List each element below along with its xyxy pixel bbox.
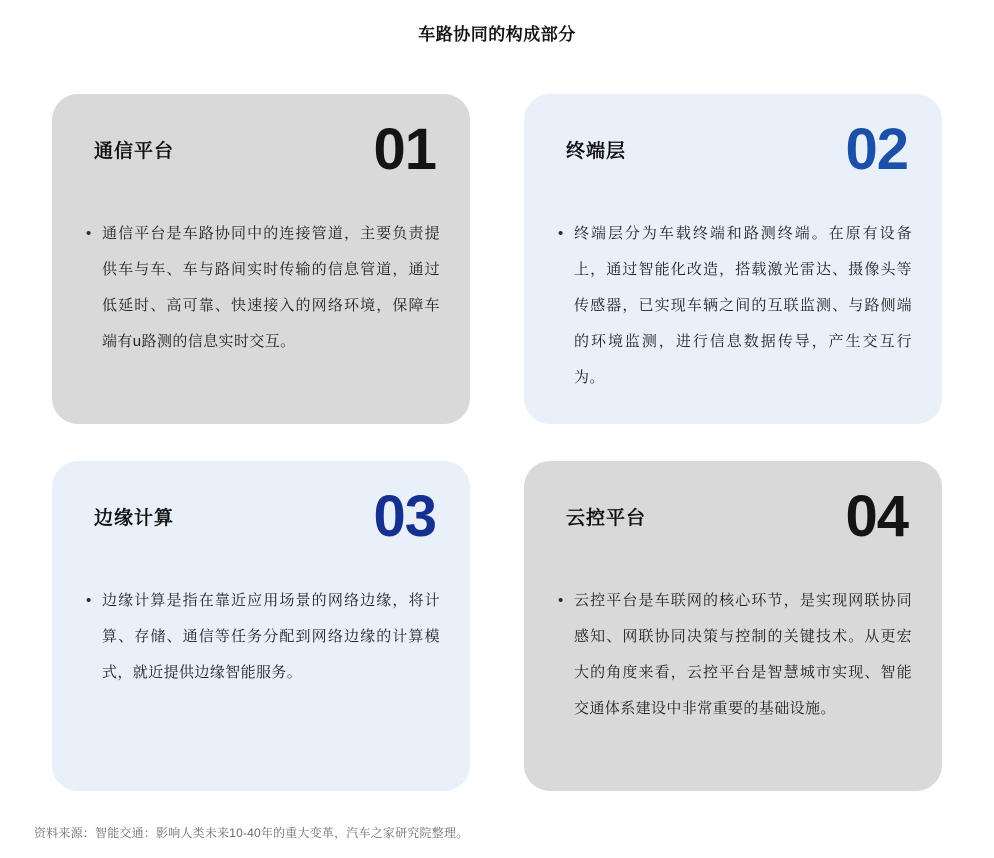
card-description: 终端层分为车载终端和路测终端。在原有设备上，通过智能化改造，搭载激光雷达、摄像头等传感器，已实现车辆之间的互联监测、与路侧端的环境监测，进行信息数据传导，产生交互行为。 [574, 225, 912, 386]
card-title: 通信平台 [94, 141, 175, 162]
card-number: 03 [373, 484, 436, 549]
card-title: 终端层 [566, 141, 627, 162]
card-header [554, 484, 912, 561]
source-note: 资料来源：智能交通：影响人类未来10-40年的重大变革，汽车之家研究院整理。 [34, 826, 469, 840]
card-01 [52, 94, 470, 424]
card-description: 云控平台是车联网的核心环节，是实现网联协同感知、网联协同决策与控制的关键技术。从更宏大的角度来看，云控平台是智慧城市实现、智能交通体系建设中非常重要的基础设施。 [574, 592, 912, 717]
card-02 [524, 94, 942, 424]
card-body [82, 583, 440, 691]
card-body [554, 583, 912, 727]
card-header [82, 117, 440, 194]
bullet-icon: • [86, 225, 92, 242]
card-description: 边缘计算是指在靠近应用场景的网络边缘，将计算、存储、通信等任务分配到网络边缘的计算模式，就近提供边缘智能服务。 [102, 592, 440, 681]
bullet-icon: • [86, 592, 92, 609]
card-04 [524, 461, 942, 791]
card-number: 02 [845, 117, 908, 182]
bullet-icon: • [558, 225, 564, 242]
card-title: 云控平台 [566, 508, 647, 529]
card-03 [52, 461, 470, 791]
card-number: 04 [845, 484, 908, 549]
bullet-icon: • [558, 592, 564, 609]
card-body [554, 216, 912, 396]
card-title: 边缘计算 [94, 508, 175, 529]
cards-grid [52, 94, 942, 794]
card-description: 通信平台是车路协同中的连接管道，主要负责提供车与车、车与路间实时传输的信息管道，通过低延时、高可靠、快速接入的网络环境，保障车端有u路测的信息实时交互。 [102, 225, 440, 350]
card-body [82, 216, 440, 360]
card-number: 01 [373, 117, 436, 182]
page-title: 车路协同的构成部分 [418, 25, 576, 44]
card-header [554, 117, 912, 194]
card-header [82, 484, 440, 561]
